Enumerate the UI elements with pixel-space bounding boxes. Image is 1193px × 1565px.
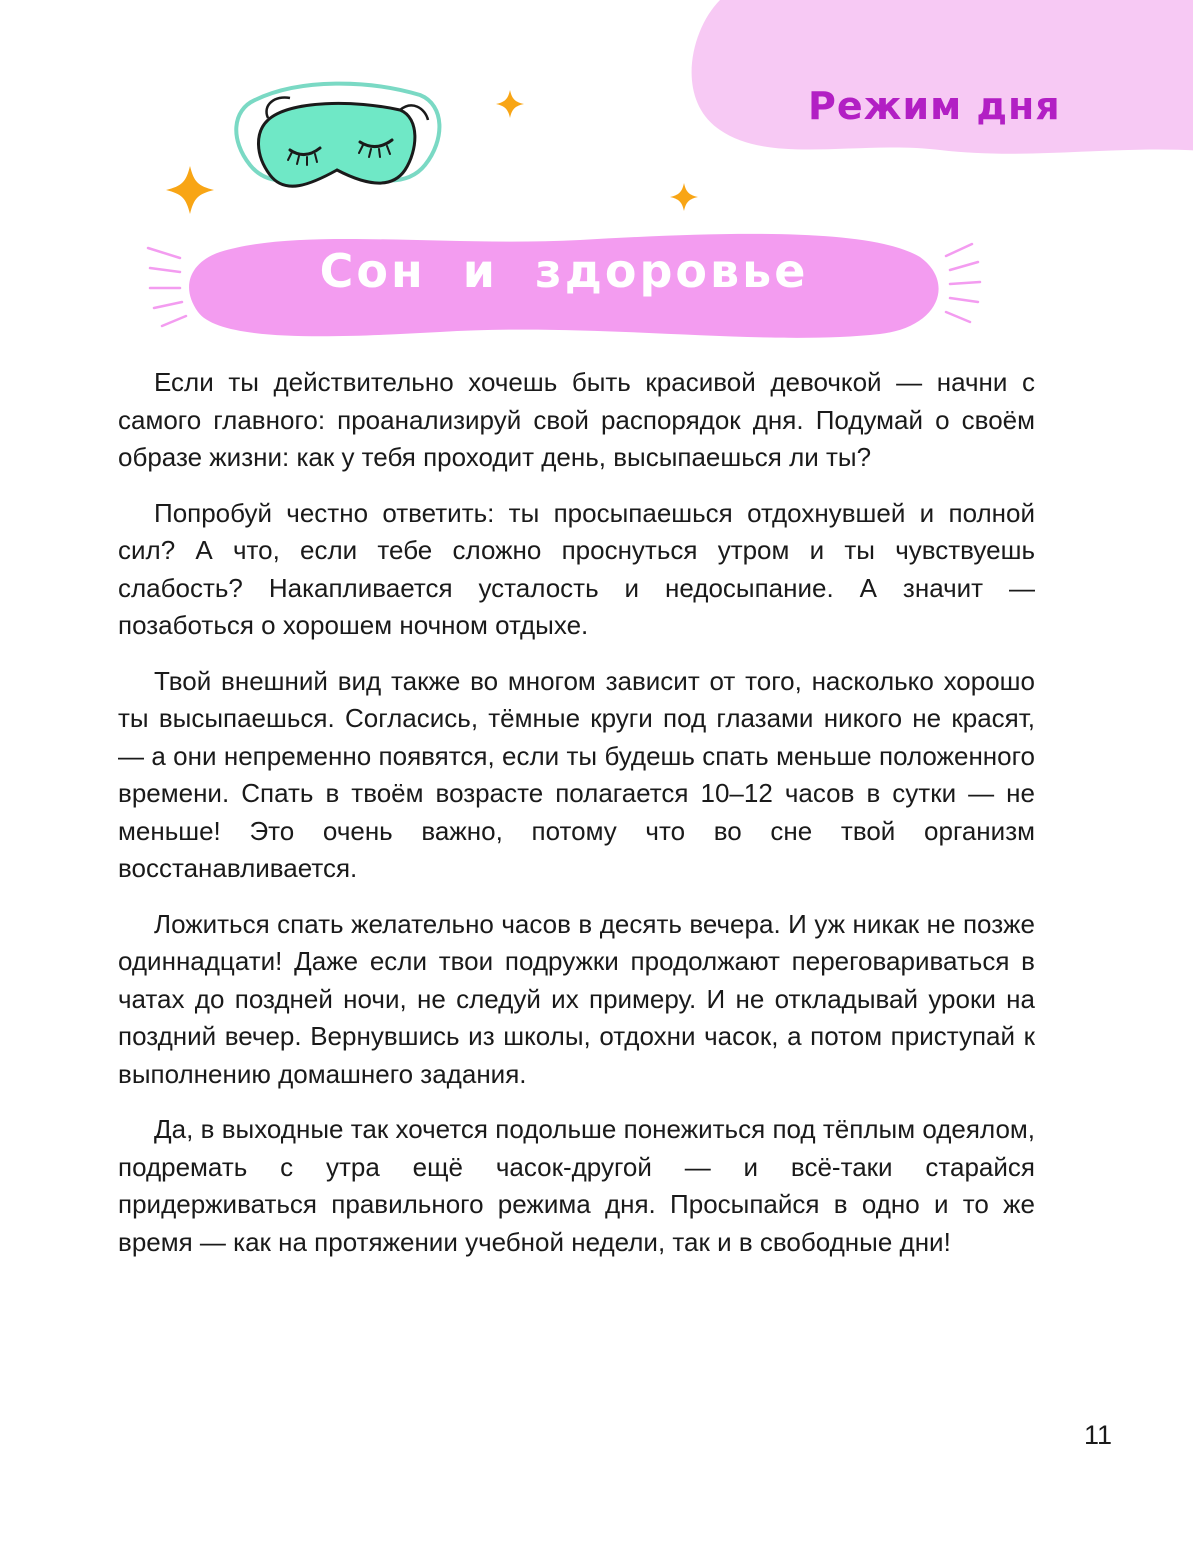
sleep-mask-icon (236, 84, 439, 187)
article-body (118, 364, 1035, 1279)
paragraph: Твой внешний вид также во многом зависит от того, насколько хорошо ты высыпаешься. Согласись, тёмные круги под глазами никого не красят, — а они непременно появятся, если ты будешь спать меньше положенного времени. Спать в твоём возрасте полагается 10–12 часов в сутки — не меньше! Это очень важно, потому что во сне твой организм восстанавливается. (118, 665, 1035, 883)
paragraph: Да, в выходные так хочется подольше понежиться под тёплым одеялом, подремать с утра ещё часок-другой — и всё-таки старайся придерживаться правильного режима дня. Просыпайся в одно и то же время — как на протяжении учебной недели, так и в свободные дни! (118, 1114, 1035, 1257)
section-label: Режим дня (808, 84, 1061, 128)
paragraph: Ложиться спать желательно часов в десять вечера. И уж никак не позже одиннадцати! Даже если твои подружки продолжают переговариваться в чатах до поздней ночи, не следуй их примеру. И не откладывай уроки на поздний вечер. Вернувшись из школы, отдохни часок, а потом приступай к выполнению домашнего задания. (118, 908, 1035, 1089)
paragraph: Попробуй честно ответить: ты просыпаешься отдохнувшей и полной сил? А что, если тебе сложно проснуться утром и ты чувствуешь слабость? Накапливается усталость и недосыпание. А значит — позаботься о хорошем ночном отдыхе. (118, 497, 1035, 640)
page-title: Сон и здоровье (319, 244, 809, 298)
paragraph: Если ты действительно хочешь быть красивой девочкой — начни с самого главного: проанализируй свой распорядок дня. Подумай о своём образе жизни: как у тебя проходит день, высыпаешься ли ты? (118, 367, 1035, 472)
page-number: 11 (1083, 1420, 1112, 1450)
